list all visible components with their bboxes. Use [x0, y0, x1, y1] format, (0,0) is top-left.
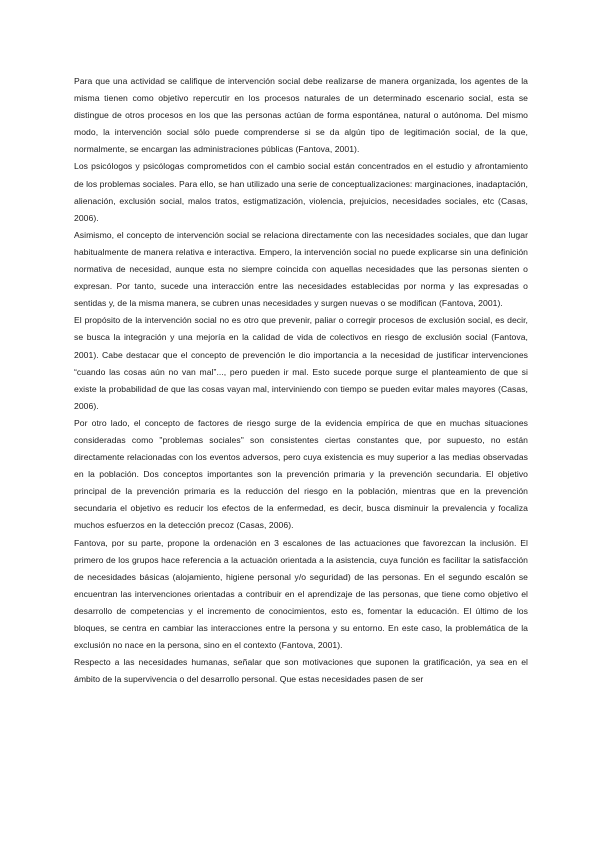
paragraph-intervencion-social: Para que una actividad se califique de intervención social debe realizarse de manera organizada, los agentes de la misma tienen como objetivo repercutir en los procesos naturales de un determinado escenario social, esta se distingue de otros procesos en los que las personas actúan de forma espontánea, natural o autónoma. Del mismo modo, la intervención social sólo puede comprenderse si se da algún tipo de legitimación social, de la que, normalmente, se encargan las administraciones públicas (Fantova, 2001).	[74, 76, 528, 155]
paragraph-necesidades-sociales: Asimismo, el concepto de intervención social se relaciona directamente con las necesidades sociales, que dan lugar habitualmente de manera relativa e interactiva. Empero, la intervención social no puede explicarse sin una definición normativa de necesidad, aunque esta no siempre coincida con aquellas necesidades que las personas sienten o expresan. Por tanto, sucede una interacción entre las necesidades establecidas por norma y las expresadas o sentidas y, de la misma manera, se cubren unas necesidades y surgen nuevas o se modifican (Fantova, 2001).	[74, 229, 528, 309]
paragraph-psicologos: Los psicólogos y psicólogas comprometidos con el cambio social están concentrados en el estudio y afrontamiento de los problemas sociales. Para ello, se han utilizado una serie de conceptualizaciones: marginaciones, inadaptación, alienación, exclusión social, malos tratos, estigmatización, violencia, prejuicios, necesidades sociales, etc (Casas, 2006).	[74, 161, 528, 223]
paragraph-factores-riesgo: Por otro lado, el concepto de factores de riesgo surge de la evidencia empírica de que en muchas situaciones consideradas como "problemas sociales" son consistentes ciertas constantes que, por supuesto, no están directamente relacionadas con los eventos adversos, pero cuya existencia es muy superior a las medias observadas en la población. Dos conceptos importantes son la prevención primaria y la prevención secundaria. El objetivo principal de la prevención primaria es la reducción del riesgo en la población, mientras que en la prevención secundaria el objetivo es reducir los efectos de la enfermedad, es decir, busca disminuir la prevalencia y focaliza muchos esfuerzos en la detección precoz (Casas, 2006).	[74, 417, 528, 531]
paragraph-fantova-escalones: Fantova, por su parte, propone la ordenación en 3 escalones de las actuaciones que favorezcan la inclusión. El primero de los grupos hace referencia a la actuación orientada a la asistencia, cuya función es facilitar la satisfacción de necesidades básicas (alojamiento, higiene personal y/o seguridad) de las personas. En el segundo escalón se encuentran las intervenciones orientadas a contribuir en el aprendizaje de las personas, que tiene como objetivo el desarrollo de competencias y el incremento de conocimientos, esto es, fomentar la educación. El último de los bloques, se centra en cambiar las interacciones entre la persona y su entorno. En este caso, la problemática de la exclusión no nace en la persona, sino en el contexto (Fantova, 2001).	[74, 537, 528, 651]
document-body	[74, 73, 528, 688]
paragraph-necesidades-humanas: Respecto a las necesidades humanas, señalar que son motivaciones que suponen la gratificación, ya sea en el ámbito de la supervivencia o del desarrollo personal. Que estas necesidades pasen de ser	[74, 657, 528, 685]
paragraph-proposito: El propósito de la intervención social no es otro que prevenir, paliar o corregir procesos de exclusión social, es decir, se busca la integración y una mejoría en la calidad de vida de colectivos en riesgo de exclusión social (Fantova, 2001). Cabe destacar que el concepto de prevención le dio importancia a la necesidad de justificar intervenciones “cuando las cosas aún no van mal”..., pero pueden ir mal. Esto sucede porque surge el planteamiento de que si existe la probabilidad de que las cosas vayan mal, interviniendo con tiempo se pueden evitar males mayores (Casas, 2006).	[74, 315, 528, 411]
